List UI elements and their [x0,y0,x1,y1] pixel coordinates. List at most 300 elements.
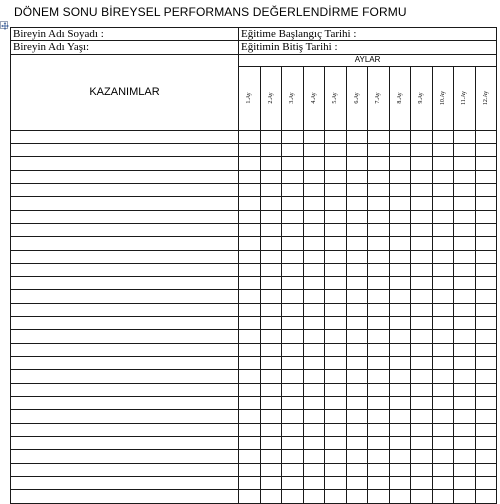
month-score-cell[interactable] [282,223,304,236]
month-score-cell[interactable] [368,303,390,316]
month-score-cell[interactable] [432,303,454,316]
kazanim-cell[interactable] [11,157,239,170]
month-score-cell[interactable] [411,490,433,504]
month-score-cell[interactable] [454,183,476,196]
month-score-cell[interactable] [260,223,282,236]
month-score-cell[interactable] [239,463,261,476]
month-score-cell[interactable] [432,197,454,210]
kazanim-cell[interactable] [11,197,239,210]
month-score-cell[interactable] [432,143,454,156]
month-score-cell[interactable] [432,410,454,423]
month-score-cell[interactable] [239,317,261,330]
month-score-cell[interactable] [475,343,497,356]
month-score-cell[interactable] [432,223,454,236]
month-score-cell[interactable] [325,290,347,303]
month-score-cell[interactable] [389,423,411,436]
month-score-cell[interactable] [346,370,368,383]
month-score-cell[interactable] [325,210,347,223]
month-score-cell[interactable] [411,170,433,183]
month-score-cell[interactable] [260,290,282,303]
month-score-cell[interactable] [346,383,368,396]
month-score-cell[interactable] [303,183,325,196]
month-score-cell[interactable] [325,450,347,463]
month-score-cell[interactable] [239,157,261,170]
month-score-cell[interactable] [432,423,454,436]
month-score-cell[interactable] [303,157,325,170]
month-score-cell[interactable] [475,397,497,410]
month-score-cell[interactable] [346,143,368,156]
month-score-cell[interactable] [239,397,261,410]
month-score-cell[interactable] [368,450,390,463]
month-score-cell[interactable] [411,463,433,476]
month-score-cell[interactable] [282,157,304,170]
month-score-cell[interactable] [368,437,390,450]
month-score-cell[interactable] [432,317,454,330]
month-score-cell[interactable] [346,170,368,183]
month-score-cell[interactable] [389,450,411,463]
month-score-cell[interactable] [454,423,476,436]
month-score-cell[interactable] [411,277,433,290]
month-score-cell[interactable] [239,290,261,303]
month-score-cell[interactable] [303,210,325,223]
month-score-cell[interactable] [411,450,433,463]
month-score-cell[interactable] [325,237,347,250]
month-score-cell[interactable] [325,170,347,183]
month-score-cell[interactable] [368,383,390,396]
kazanim-cell[interactable] [11,383,239,396]
month-score-cell[interactable] [389,330,411,343]
month-score-cell[interactable] [432,157,454,170]
month-score-cell[interactable] [346,183,368,196]
month-score-cell[interactable] [432,490,454,504]
month-score-cell[interactable] [325,277,347,290]
egitimin-bitis-tarihi-cell[interactable]: Eğitimin Bitiş Tarihi : [239,41,497,54]
month-score-cell[interactable] [303,237,325,250]
month-score-cell[interactable] [260,477,282,490]
month-score-cell[interactable] [389,143,411,156]
month-score-cell[interactable] [282,450,304,463]
month-score-cell[interactable] [432,450,454,463]
month-score-cell[interactable] [368,143,390,156]
month-score-cell[interactable] [346,290,368,303]
month-score-cell[interactable] [303,170,325,183]
month-score-cell[interactable] [411,223,433,236]
month-score-cell[interactable] [389,197,411,210]
month-score-cell[interactable] [454,223,476,236]
month-score-cell[interactable] [475,303,497,316]
kazanim-cell[interactable] [11,330,239,343]
month-score-cell[interactable] [475,130,497,143]
month-score-cell[interactable] [239,277,261,290]
month-score-cell[interactable] [411,290,433,303]
month-score-cell[interactable] [411,210,433,223]
month-score-cell[interactable] [325,463,347,476]
month-score-cell[interactable] [368,263,390,276]
egitime-baslangic-tarihi-cell[interactable]: Eğitime Başlangıç Tarihi : [239,28,497,41]
month-score-cell[interactable] [475,383,497,396]
month-score-cell[interactable] [475,423,497,436]
month-score-cell[interactable] [346,303,368,316]
month-score-cell[interactable] [260,317,282,330]
month-score-cell[interactable] [282,170,304,183]
month-score-cell[interactable] [475,277,497,290]
month-score-cell[interactable] [325,223,347,236]
month-score-cell[interactable] [346,277,368,290]
month-score-cell[interactable] [368,343,390,356]
month-score-cell[interactable] [260,437,282,450]
month-score-cell[interactable] [346,397,368,410]
kazanim-cell[interactable] [11,317,239,330]
month-score-cell[interactable] [411,183,433,196]
month-score-cell[interactable] [303,357,325,370]
bireyin-adi-soyadi-cell[interactable]: Bireyin Adı Soyadı : [11,28,239,41]
month-score-cell[interactable] [260,383,282,396]
month-score-cell[interactable] [432,183,454,196]
month-score-cell[interactable] [303,490,325,504]
month-score-cell[interactable] [368,250,390,263]
table-move-handle-icon[interactable] [0,21,8,29]
month-score-cell[interactable] [282,357,304,370]
month-score-cell[interactable] [303,223,325,236]
month-score-cell[interactable] [346,423,368,436]
month-score-cell[interactable] [389,383,411,396]
month-score-cell[interactable] [454,450,476,463]
month-score-cell[interactable] [454,197,476,210]
month-score-cell[interactable] [346,130,368,143]
month-score-cell[interactable] [346,450,368,463]
month-score-cell[interactable] [368,423,390,436]
month-score-cell[interactable] [475,290,497,303]
month-score-cell[interactable] [475,197,497,210]
month-score-cell[interactable] [454,130,476,143]
month-score-cell[interactable] [368,157,390,170]
month-score-cell[interactable] [239,263,261,276]
month-score-cell[interactable] [325,303,347,316]
month-score-cell[interactable] [303,263,325,276]
month-score-cell[interactable] [389,463,411,476]
month-score-cell[interactable] [454,383,476,396]
kazanim-cell[interactable] [11,450,239,463]
month-score-cell[interactable] [368,397,390,410]
month-score-cell[interactable] [260,277,282,290]
month-score-cell[interactable] [325,250,347,263]
month-score-cell[interactable] [346,490,368,504]
month-score-cell[interactable] [454,250,476,263]
month-score-cell[interactable] [368,237,390,250]
month-score-cell[interactable] [432,210,454,223]
kazanim-cell[interactable] [11,277,239,290]
month-score-cell[interactable] [346,223,368,236]
month-score-cell[interactable] [368,477,390,490]
month-score-cell[interactable] [239,250,261,263]
month-score-cell[interactable] [454,277,476,290]
month-score-cell[interactable] [389,130,411,143]
month-score-cell[interactable] [260,130,282,143]
month-score-cell[interactable] [411,410,433,423]
month-score-cell[interactable] [282,237,304,250]
month-score-cell[interactable] [239,357,261,370]
kazanim-cell[interactable] [11,183,239,196]
month-score-cell[interactable] [475,223,497,236]
month-score-cell[interactable] [282,197,304,210]
month-score-cell[interactable] [239,183,261,196]
month-score-cell[interactable] [239,237,261,250]
month-score-cell[interactable] [411,303,433,316]
month-score-cell[interactable] [325,317,347,330]
month-score-cell[interactable] [432,437,454,450]
month-score-cell[interactable] [346,477,368,490]
month-score-cell[interactable] [303,397,325,410]
month-score-cell[interactable] [282,463,304,476]
month-score-cell[interactable] [239,450,261,463]
month-score-cell[interactable] [346,437,368,450]
month-score-cell[interactable] [260,143,282,156]
month-score-cell[interactable] [260,463,282,476]
month-score-cell[interactable] [325,130,347,143]
month-score-cell[interactable] [325,343,347,356]
month-score-cell[interactable] [432,263,454,276]
month-score-cell[interactable] [475,210,497,223]
month-score-cell[interactable] [454,330,476,343]
month-score-cell[interactable] [411,143,433,156]
month-score-cell[interactable] [303,383,325,396]
month-score-cell[interactable] [432,397,454,410]
kazanim-cell[interactable] [11,223,239,236]
month-score-cell[interactable] [432,477,454,490]
month-score-cell[interactable] [239,490,261,504]
month-score-cell[interactable] [454,463,476,476]
month-score-cell[interactable] [368,277,390,290]
month-score-cell[interactable] [411,437,433,450]
month-score-cell[interactable] [475,143,497,156]
month-score-cell[interactable] [282,330,304,343]
month-score-cell[interactable] [389,490,411,504]
month-score-cell[interactable] [432,343,454,356]
month-score-cell[interactable] [475,450,497,463]
month-score-cell[interactable] [260,370,282,383]
month-score-cell[interactable] [325,490,347,504]
month-score-cell[interactable] [432,383,454,396]
month-score-cell[interactable] [346,343,368,356]
month-score-cell[interactable] [260,450,282,463]
month-score-cell[interactable] [389,170,411,183]
month-score-cell[interactable] [325,143,347,156]
month-score-cell[interactable] [432,290,454,303]
month-score-cell[interactable] [325,383,347,396]
month-score-cell[interactable] [303,250,325,263]
month-score-cell[interactable] [368,370,390,383]
kazanim-cell[interactable] [11,210,239,223]
month-score-cell[interactable] [346,157,368,170]
month-score-cell[interactable] [346,357,368,370]
month-score-cell[interactable] [260,343,282,356]
month-score-cell[interactable] [282,263,304,276]
month-score-cell[interactable] [325,330,347,343]
month-score-cell[interactable] [454,410,476,423]
month-score-cell[interactable] [368,410,390,423]
month-score-cell[interactable] [260,490,282,504]
month-score-cell[interactable] [260,410,282,423]
month-score-cell[interactable] [303,450,325,463]
month-score-cell[interactable] [475,357,497,370]
month-score-cell[interactable] [454,490,476,504]
month-score-cell[interactable] [411,383,433,396]
month-score-cell[interactable] [260,330,282,343]
month-score-cell[interactable] [239,223,261,236]
month-score-cell[interactable] [454,317,476,330]
month-score-cell[interactable] [303,437,325,450]
month-score-cell[interactable] [475,490,497,504]
kazanim-cell[interactable] [11,237,239,250]
month-score-cell[interactable] [303,477,325,490]
kazanim-cell[interactable] [11,343,239,356]
month-score-cell[interactable] [325,423,347,436]
month-score-cell[interactable] [411,397,433,410]
month-score-cell[interactable] [303,143,325,156]
month-score-cell[interactable] [475,437,497,450]
month-score-cell[interactable] [411,250,433,263]
month-score-cell[interactable] [260,210,282,223]
month-score-cell[interactable] [239,383,261,396]
kazanim-cell[interactable] [11,397,239,410]
month-score-cell[interactable] [239,197,261,210]
month-score-cell[interactable] [389,477,411,490]
bireyin-adi-yasi-cell[interactable]: Bireyin Adı Yaşı: [11,41,239,54]
month-score-cell[interactable] [260,357,282,370]
kazanim-cell[interactable] [11,410,239,423]
month-score-cell[interactable] [389,290,411,303]
month-score-cell[interactable] [475,477,497,490]
month-score-cell[interactable] [239,330,261,343]
month-score-cell[interactable] [282,277,304,290]
month-score-cell[interactable] [389,317,411,330]
month-score-cell[interactable] [454,237,476,250]
month-score-cell[interactable] [346,237,368,250]
month-score-cell[interactable] [303,290,325,303]
month-score-cell[interactable] [454,170,476,183]
month-score-cell[interactable] [454,303,476,316]
month-score-cell[interactable] [368,130,390,143]
month-score-cell[interactable] [260,423,282,436]
month-score-cell[interactable] [411,197,433,210]
month-score-cell[interactable] [325,477,347,490]
month-score-cell[interactable] [282,423,304,436]
month-score-cell[interactable] [303,423,325,436]
month-score-cell[interactable] [454,143,476,156]
month-score-cell[interactable] [475,463,497,476]
month-score-cell[interactable] [389,237,411,250]
month-score-cell[interactable] [282,303,304,316]
month-score-cell[interactable] [454,357,476,370]
month-score-cell[interactable] [454,370,476,383]
month-score-cell[interactable] [282,370,304,383]
month-score-cell[interactable] [411,157,433,170]
month-score-cell[interactable] [260,170,282,183]
month-score-cell[interactable] [411,237,433,250]
month-score-cell[interactable] [454,290,476,303]
month-score-cell[interactable] [475,263,497,276]
month-score-cell[interactable] [260,183,282,196]
month-score-cell[interactable] [389,370,411,383]
month-score-cell[interactable] [303,463,325,476]
month-score-cell[interactable] [389,277,411,290]
month-score-cell[interactable] [303,370,325,383]
kazanim-cell[interactable] [11,437,239,450]
kazanim-cell[interactable] [11,477,239,490]
month-score-cell[interactable] [389,210,411,223]
kazanim-cell[interactable] [11,250,239,263]
month-score-cell[interactable] [368,183,390,196]
month-score-cell[interactable] [346,463,368,476]
month-score-cell[interactable] [260,237,282,250]
month-score-cell[interactable] [368,490,390,504]
month-score-cell[interactable] [368,197,390,210]
month-score-cell[interactable] [303,410,325,423]
month-score-cell[interactable] [346,197,368,210]
month-score-cell[interactable] [239,143,261,156]
month-score-cell[interactable] [475,157,497,170]
month-score-cell[interactable] [239,303,261,316]
month-score-cell[interactable] [368,170,390,183]
month-score-cell[interactable] [411,357,433,370]
kazanim-cell[interactable] [11,463,239,476]
month-score-cell[interactable] [411,370,433,383]
month-score-cell[interactable] [239,370,261,383]
month-score-cell[interactable] [346,210,368,223]
month-score-cell[interactable] [346,263,368,276]
month-score-cell[interactable] [282,317,304,330]
kazanim-cell[interactable] [11,143,239,156]
month-score-cell[interactable] [411,330,433,343]
month-score-cell[interactable] [239,343,261,356]
kazanim-cell[interactable] [11,263,239,276]
month-score-cell[interactable] [325,397,347,410]
month-score-cell[interactable] [432,250,454,263]
month-score-cell[interactable] [368,317,390,330]
month-score-cell[interactable] [325,197,347,210]
kazanim-cell[interactable] [11,303,239,316]
month-score-cell[interactable] [325,410,347,423]
month-score-cell[interactable] [432,357,454,370]
month-score-cell[interactable] [389,303,411,316]
kazanim-cell[interactable] [11,290,239,303]
month-score-cell[interactable] [475,370,497,383]
month-score-cell[interactable] [475,183,497,196]
month-score-cell[interactable] [303,343,325,356]
month-score-cell[interactable] [454,263,476,276]
month-score-cell[interactable] [411,263,433,276]
month-score-cell[interactable] [282,183,304,196]
month-score-cell[interactable] [303,130,325,143]
month-score-cell[interactable] [368,290,390,303]
month-score-cell[interactable] [303,330,325,343]
month-score-cell[interactable] [432,463,454,476]
kazanim-cell[interactable] [11,357,239,370]
month-score-cell[interactable] [325,357,347,370]
kazanim-cell[interactable] [11,370,239,383]
month-score-cell[interactable] [260,397,282,410]
month-score-cell[interactable] [239,130,261,143]
month-score-cell[interactable] [346,250,368,263]
month-score-cell[interactable] [325,263,347,276]
kazanim-cell[interactable] [11,130,239,143]
month-score-cell[interactable] [432,130,454,143]
month-score-cell[interactable] [260,303,282,316]
month-score-cell[interactable] [282,130,304,143]
month-score-cell[interactable] [368,330,390,343]
month-score-cell[interactable] [239,210,261,223]
month-score-cell[interactable] [368,210,390,223]
